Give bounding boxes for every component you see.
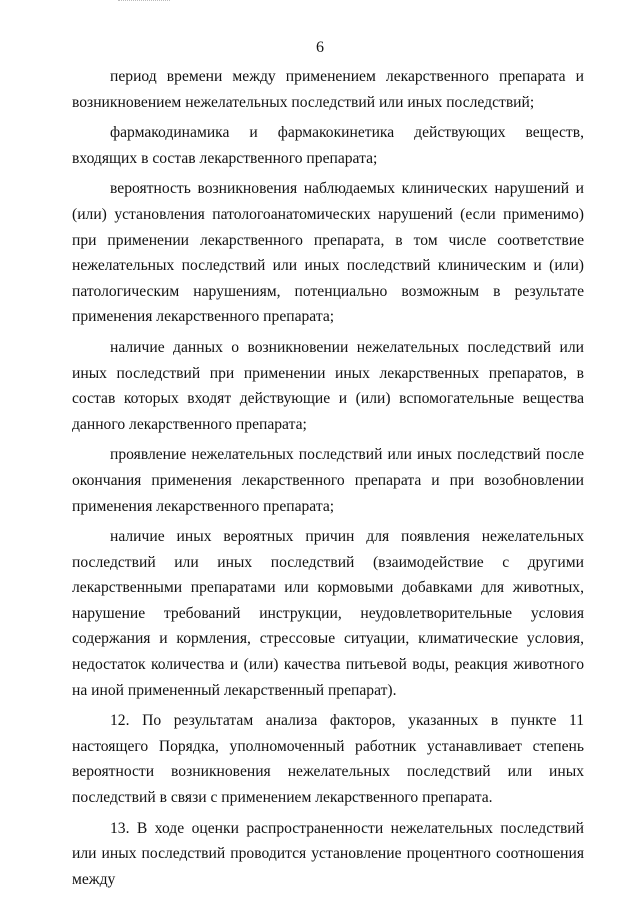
paragraph-probability: вероятность возникновения наблюдаемых клинических нарушений и (или) установления патологоанатомических нарушений (если применимо) при применении лекарственного препарата, в том числе соответствие нежелательных последствий или иных последствий клиническим и (или) патологическим нарушениям, потенциально возможным в результате применения лекарственного препарата;	[72, 180, 584, 326]
scan-edge-mark	[118, 0, 170, 1]
paragraph-after-cessation: проявление нежелательных последствий или иных последствий после окончания применения лекарственного препарата и при возобновлении применения лекарственного препарата;	[72, 446, 584, 515]
page-number: 6	[316, 39, 324, 56]
paragraph-pharmacodynamics: фармакодинамика и фармакокинетика действующих веществ, входящих в состав лекарственного препарата;	[72, 124, 584, 167]
paragraph-item-13: 13. В ходе оценки распространенности нежелательных последствий или иных последствий проводится установление процентного соотношения между	[72, 819, 584, 888]
paragraph-other-drugs-data: наличие данных о возникновении нежелательных последствий или иных последствий при применении иных лекарственных препаратов, в состав которых входят действующие и (или) вспомогательные вещества данного лекарственного препарата;	[72, 338, 584, 433]
paragraph-other-causes: наличие иных вероятных причин для появления нежелательных последствий или иных последствий (взаимодействие с другими лекарственными препаратами или кормовыми добавками для животных, нарушение требований инструкции, неудовлетворительные условия содержания и кормления, стрессовые ситуации, климатические условия, недостаток количества и (или) качества питьевой воды, реакция животного на иной примененный лекарственный препарат).	[72, 528, 584, 699]
paragraph-interval: период времени между применением лекарственного препарата и возникновением нежелательных последствий или иных последствий;	[72, 68, 584, 111]
paragraph-item-12: 12. По результатам анализа факторов, указанных в пункте 11 настоящего Порядка, уполномоченный работник устанавливает степень вероятности возникновения нежелательных последствий или иных последствий в связи с применением лекарственного препарата.	[72, 712, 584, 807]
document-body	[72, 64, 584, 892]
